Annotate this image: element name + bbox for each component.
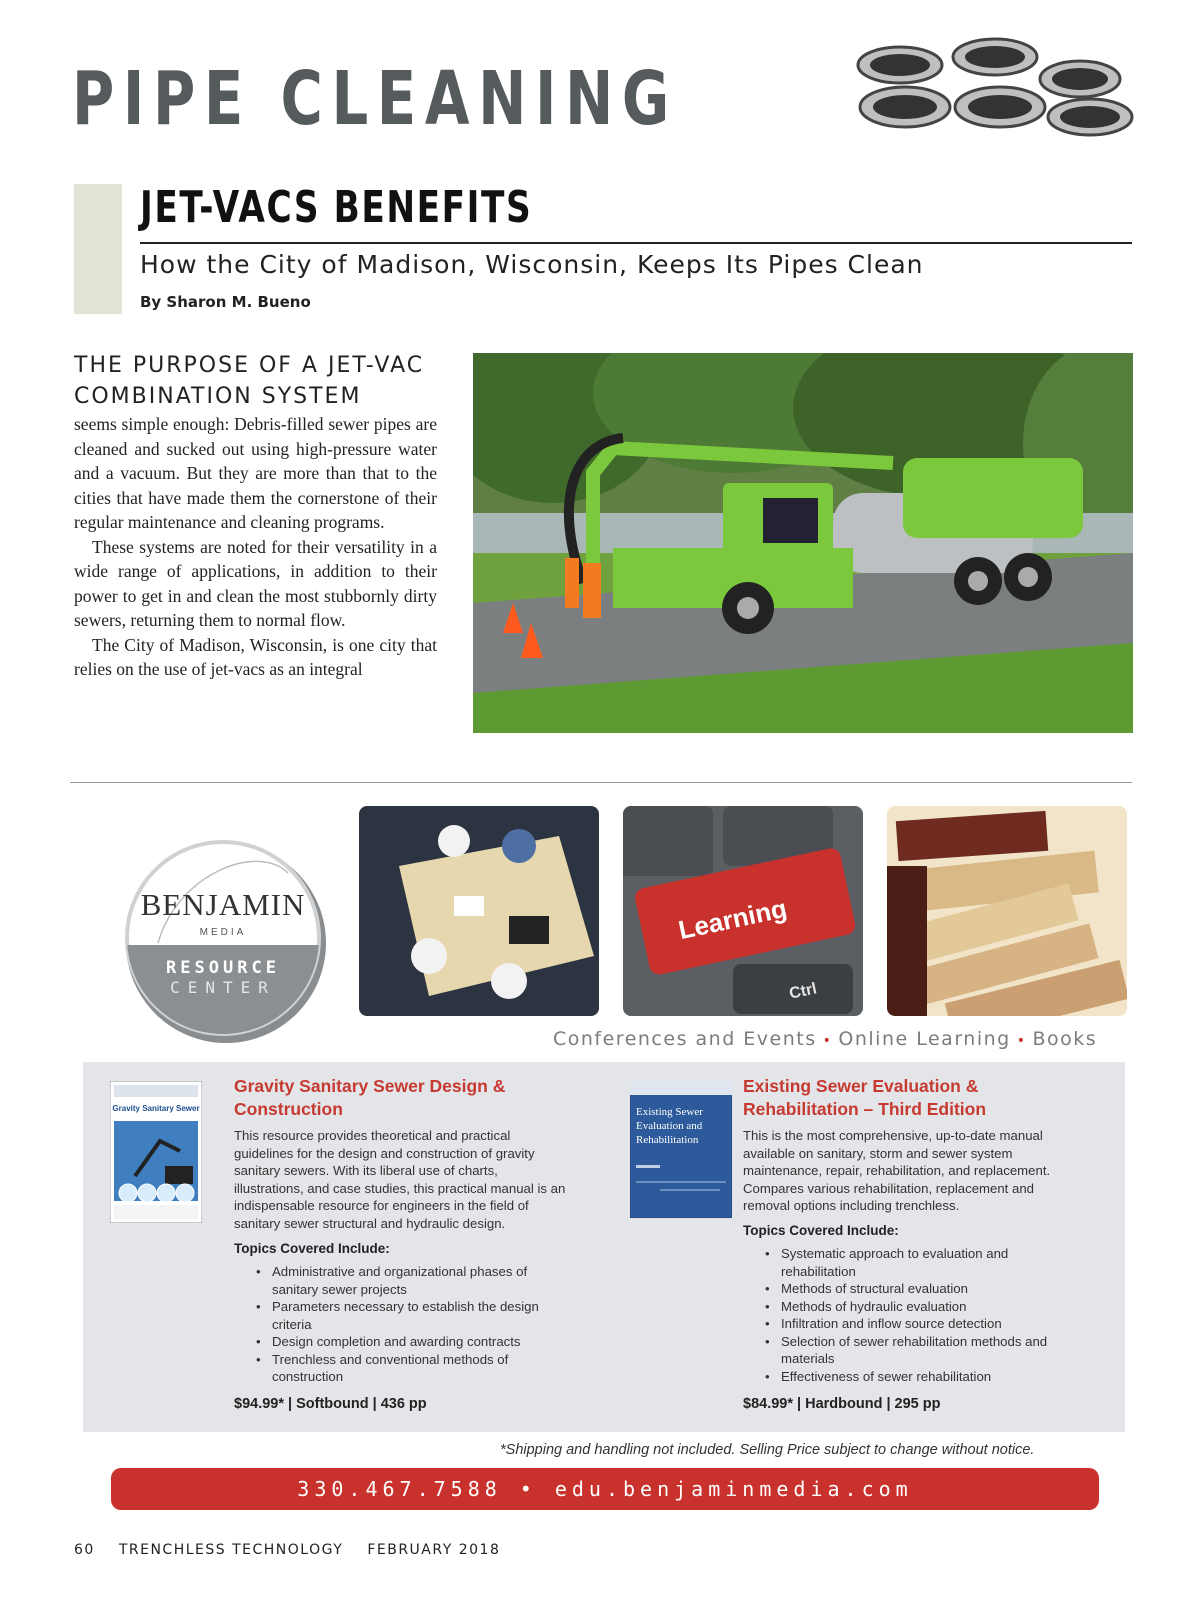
paragraph-1: seems simple enough: Debris-filled sewer pipes are cleaned and sucked out using high-pressure water and a vacuum. But they are more than that to the cities that have made them the cornerstone of their regular maintenance and cleaning programs.: [74, 414, 437, 532]
topic-item: • Effectiveness of sewer rehabilitation: [765, 1368, 1055, 1386]
lead-caps: THE PURPOSE OF A JET-VAC COMBINATION SYSTEM: [74, 353, 425, 409]
learning-keyboard-photo: [623, 806, 863, 1016]
topic-item: • Design completion and awarding contracts: [256, 1333, 556, 1351]
contact-bar: [111, 1468, 1099, 1510]
tagline-dot: •: [1016, 1033, 1027, 1049]
contact-separator: •: [519, 1477, 537, 1501]
book-2-description: This is the most comprehensive, up-to-date manual available on sanitary, storm and sewer system maintenance, repair, rehabilitation, and replacement. Compares various rehabilitation, replacement and removal options including trenchless.: [743, 1128, 1051, 1213]
conference-meeting-photo: [359, 806, 599, 1016]
book-1-topics-heading: Topics Covered Include:: [234, 1241, 390, 1256]
book-cover-gravity-sewer[interactable]: [110, 1081, 202, 1223]
tagline-dot: •: [822, 1033, 833, 1049]
issue-date: FEBRUARY 2018: [367, 1542, 501, 1558]
page-number: 60: [74, 1542, 95, 1558]
jet-vac-truck-photo: [473, 353, 1133, 733]
book-1-title[interactable]: Gravity Sanitary Sewer Design & Construction: [234, 1076, 506, 1119]
pricing-disclaimer: *Shipping and handling not included. Selling Price subject to change without notice.: [500, 1442, 1035, 1458]
ad-tagline: [553, 1028, 1097, 1050]
tagline-online-learning: Online Learning: [838, 1028, 1011, 1050]
book-2-topics-heading: Topics Covered Include:: [743, 1223, 899, 1238]
logo-media: MEDIA: [199, 927, 247, 938]
section-divider: [70, 782, 1132, 783]
headline: JET-VACS BENEFITS: [140, 182, 533, 233]
books-stack-photo: [887, 806, 1127, 1016]
topic-item: • Infiltration and inflow source detection: [765, 1315, 1055, 1333]
pipes-illustration: [850, 35, 1135, 140]
section-title: PIPE CLEANING: [72, 56, 678, 142]
topic-item: • Selection of sewer rehabilitation methods and materials: [765, 1333, 1055, 1368]
phone-number[interactable]: 330.467.7588: [297, 1477, 502, 1501]
book-cover-existing-sewer[interactable]: [630, 1081, 732, 1218]
page-footer: [74, 1542, 524, 1558]
topic-item: • Methods of structural evaluation: [765, 1280, 1055, 1298]
logo-line1: RESOURCE: [166, 958, 280, 978]
paragraph-3: The City of Madison, Wisconsin, is one city that relies on the use of jet-vacs as an integral: [74, 634, 437, 679]
book-offers-panel: [83, 1062, 1125, 1432]
accent-bar: [74, 184, 122, 314]
book-1-description: This resource provides theoretical and practical guidelines for the design and construction of gravity sanitary sewers. With its liberal use of charts, illustrations, and case studies, this practical manual is an indispensable resource for engineers in the field of sanitary sewer structural and hydraulic design.: [234, 1128, 566, 1231]
tagline-conferences: Conferences and Events: [553, 1028, 817, 1050]
topic-item: • Parameters necessary to establish the design criteria: [256, 1298, 556, 1333]
keyboard-ctrl-label: Ctrl: [787, 980, 819, 1003]
tagline-books: Books: [1032, 1028, 1098, 1050]
book-2-price: $84.99* | Hardbound | 295 pp: [743, 1396, 941, 1412]
book-1-price: $94.99* | Softbound | 436 pp: [234, 1396, 427, 1412]
website-link[interactable]: edu.benjaminmedia.com: [554, 1477, 913, 1501]
headline-rule: [140, 242, 1132, 244]
keyboard-learning-label: Learning: [675, 892, 790, 946]
article-body: [74, 412, 437, 682]
logo-name: BENJAMIN: [140, 887, 306, 922]
topic-item: • Methods of hydraulic evaluation: [765, 1298, 1055, 1316]
cover-1-title: Gravity Sanitary Sewer: [112, 1104, 200, 1113]
topic-item: • Administrative and organizational phases of sanitary sewer projects: [256, 1263, 556, 1298]
cover-2-title: Existing Sewer Evaluation and Rehabilitation: [636, 1106, 703, 1146]
book-1-topics-list: [256, 1263, 556, 1386]
book-2-title[interactable]: Existing Sewer Evaluation & Rehabilitation – Third Edition: [743, 1076, 987, 1119]
publication-name: TRENCHLESS TECHNOLOGY: [118, 1542, 344, 1558]
subhead: How the City of Madison, Wisconsin, Keeps Its Pipes Clean: [140, 250, 924, 279]
logo-line2: CENTER: [170, 978, 276, 997]
topic-item: • Trenchless and conventional methods of construction: [256, 1351, 556, 1386]
paragraph-2: These systems are noted for their versatility in a wide range of applications, in addition to their power to get in and clean the most stubbornly dirty sewers, returning them to normal flow.: [74, 536, 437, 630]
book-2-topics-list: [765, 1245, 1055, 1385]
byline: By Sharon M. Bueno: [140, 293, 311, 311]
benjamin-media-logo: [118, 833, 328, 1043]
topic-item: • Systematic approach to evaluation and rehabilitation: [765, 1245, 1055, 1280]
